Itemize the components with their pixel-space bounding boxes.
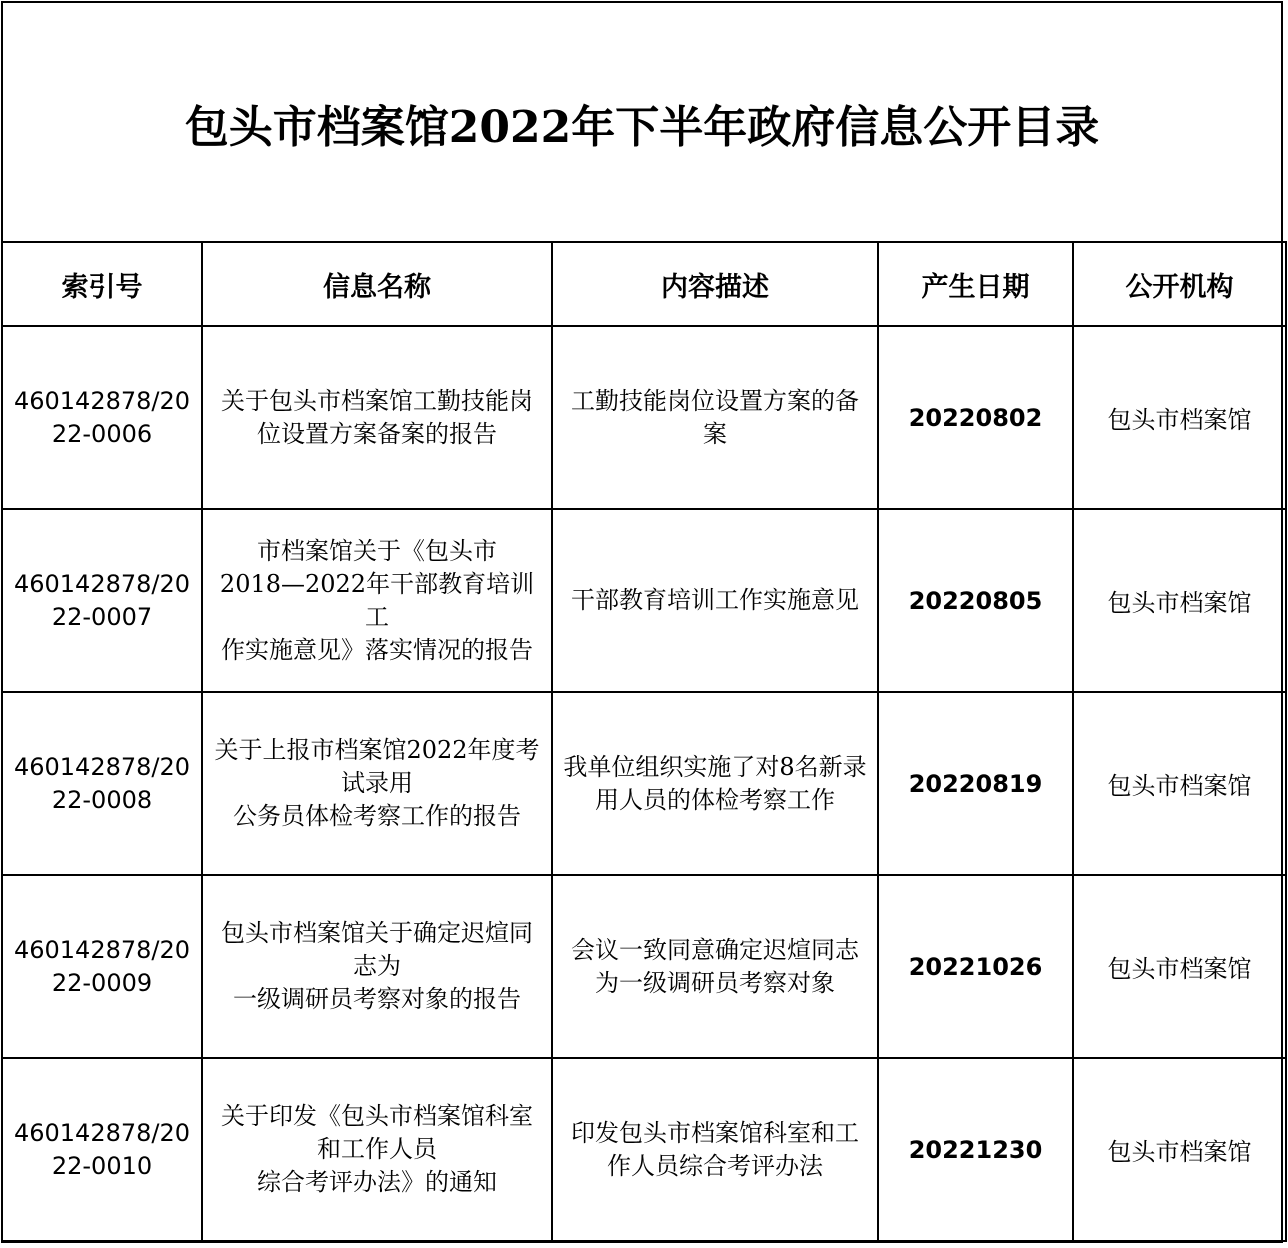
cell-name-line: 作实施意见》落实情况的报告 [221,635,533,664]
cell-description-line: 为一级调研员考察对象 [595,968,835,997]
cell-org: 包头市档案馆 [1073,509,1286,692]
cell-description-line: 会议一致同意确定迟煊同志 [571,935,859,964]
cell-name-line: 关于上报市档案馆2022年度考 [214,736,540,764]
cell-name-line: 公务员体检考察工作的报告 [233,802,521,830]
cell-org: 包头市档案馆 [1073,1058,1286,1241]
cell-index-line: 460142878/20 [13,386,191,415]
cell-date: 20221026 [878,875,1073,1058]
cell-description-line: 我单位组织实施了对8名新录 [563,752,867,781]
cell-org: 包头市档案馆 [1073,692,1286,875]
cell-description [552,692,878,875]
cell-index-line: 460142878/20 [13,1118,191,1147]
cell-index-line: 22-0010 [51,1151,153,1180]
header-index: 索引号 [2,242,202,326]
cell-name-line: 包头市档案馆关于确定迟煊同 [221,919,533,947]
cell-name [202,692,552,875]
table-row [2,1058,1286,1241]
cell-index-line: 22-0008 [51,785,153,814]
cell-index-line: 22-0007 [51,602,153,631]
cell-date: 20220802 [878,326,1073,509]
cell-index-line: 460142878/20 [13,935,191,964]
cell-index-line: 460142878/20 [13,569,191,598]
header-description: 内容描述 [552,242,878,326]
cell-index [2,326,202,509]
cell-description-line: 干部教育培训工作实施意见 [571,586,859,614]
header-name: 信息名称 [202,242,552,326]
table-row [2,509,1286,692]
cell-description [552,509,878,692]
cell-name-line: 志为 [353,952,401,980]
header-date: 产生日期 [878,242,1073,326]
cell-index [2,875,202,1058]
cell-name-line: 关于包头市档案馆工勤技能岗 [221,386,533,415]
cell-name [202,875,552,1058]
cell-index [2,509,202,692]
cell-name-line: 和工作人员 [317,1135,437,1163]
cell-description-line: 案 [703,419,727,448]
cell-name-line: 市档案馆关于《包头市 [257,536,497,565]
cell-description [552,875,878,1058]
document-frame [1,1,1283,1243]
cell-date: 20220819 [878,692,1073,875]
catalog-table [1,241,1287,1242]
cell-description [552,326,878,509]
cell-index-line: 22-0009 [51,968,153,997]
cell-index-line: 22-0006 [51,419,153,448]
cell-index-line: 460142878/20 [13,752,191,781]
table-row [2,692,1286,875]
cell-org: 包头市档案馆 [1073,326,1286,509]
table-row [2,326,1286,509]
cell-name [202,1058,552,1241]
cell-date: 20221230 [878,1058,1073,1241]
cell-name [202,509,552,692]
cell-description-line: 印发包头市档案馆科室和工 [571,1118,859,1147]
cell-name-line: 综合考评办法》的通知 [257,1168,497,1196]
page-title: 包头市档案馆2022年下半年政府信息公开目录 [184,102,1100,153]
cell-name-line: 一级调研员考察对象的报告 [233,985,521,1013]
cell-name-line: 试录用 [341,769,413,797]
cell-description-line: 作人员综合考评办法 [607,1151,823,1180]
header-org: 公开机构 [1073,242,1286,326]
header-row [2,242,1286,326]
cell-description-line: 工勤技能岗位设置方案的备 [571,386,859,415]
cell-org: 包头市档案馆 [1073,875,1286,1058]
cell-name [202,326,552,509]
cell-name-line: 2018—2022年干部教育培训工 [219,569,535,631]
cell-description-line: 用人员的体检考察工作 [595,785,835,814]
cell-name-line: 位设置方案备案的报告 [257,419,497,448]
cell-name-line: 关于印发《包头市档案馆科室 [221,1102,533,1130]
table-row [2,875,1286,1058]
cell-index [2,692,202,875]
cell-date: 20220805 [878,509,1073,692]
cell-index [2,1058,202,1241]
cell-description [552,1058,878,1241]
